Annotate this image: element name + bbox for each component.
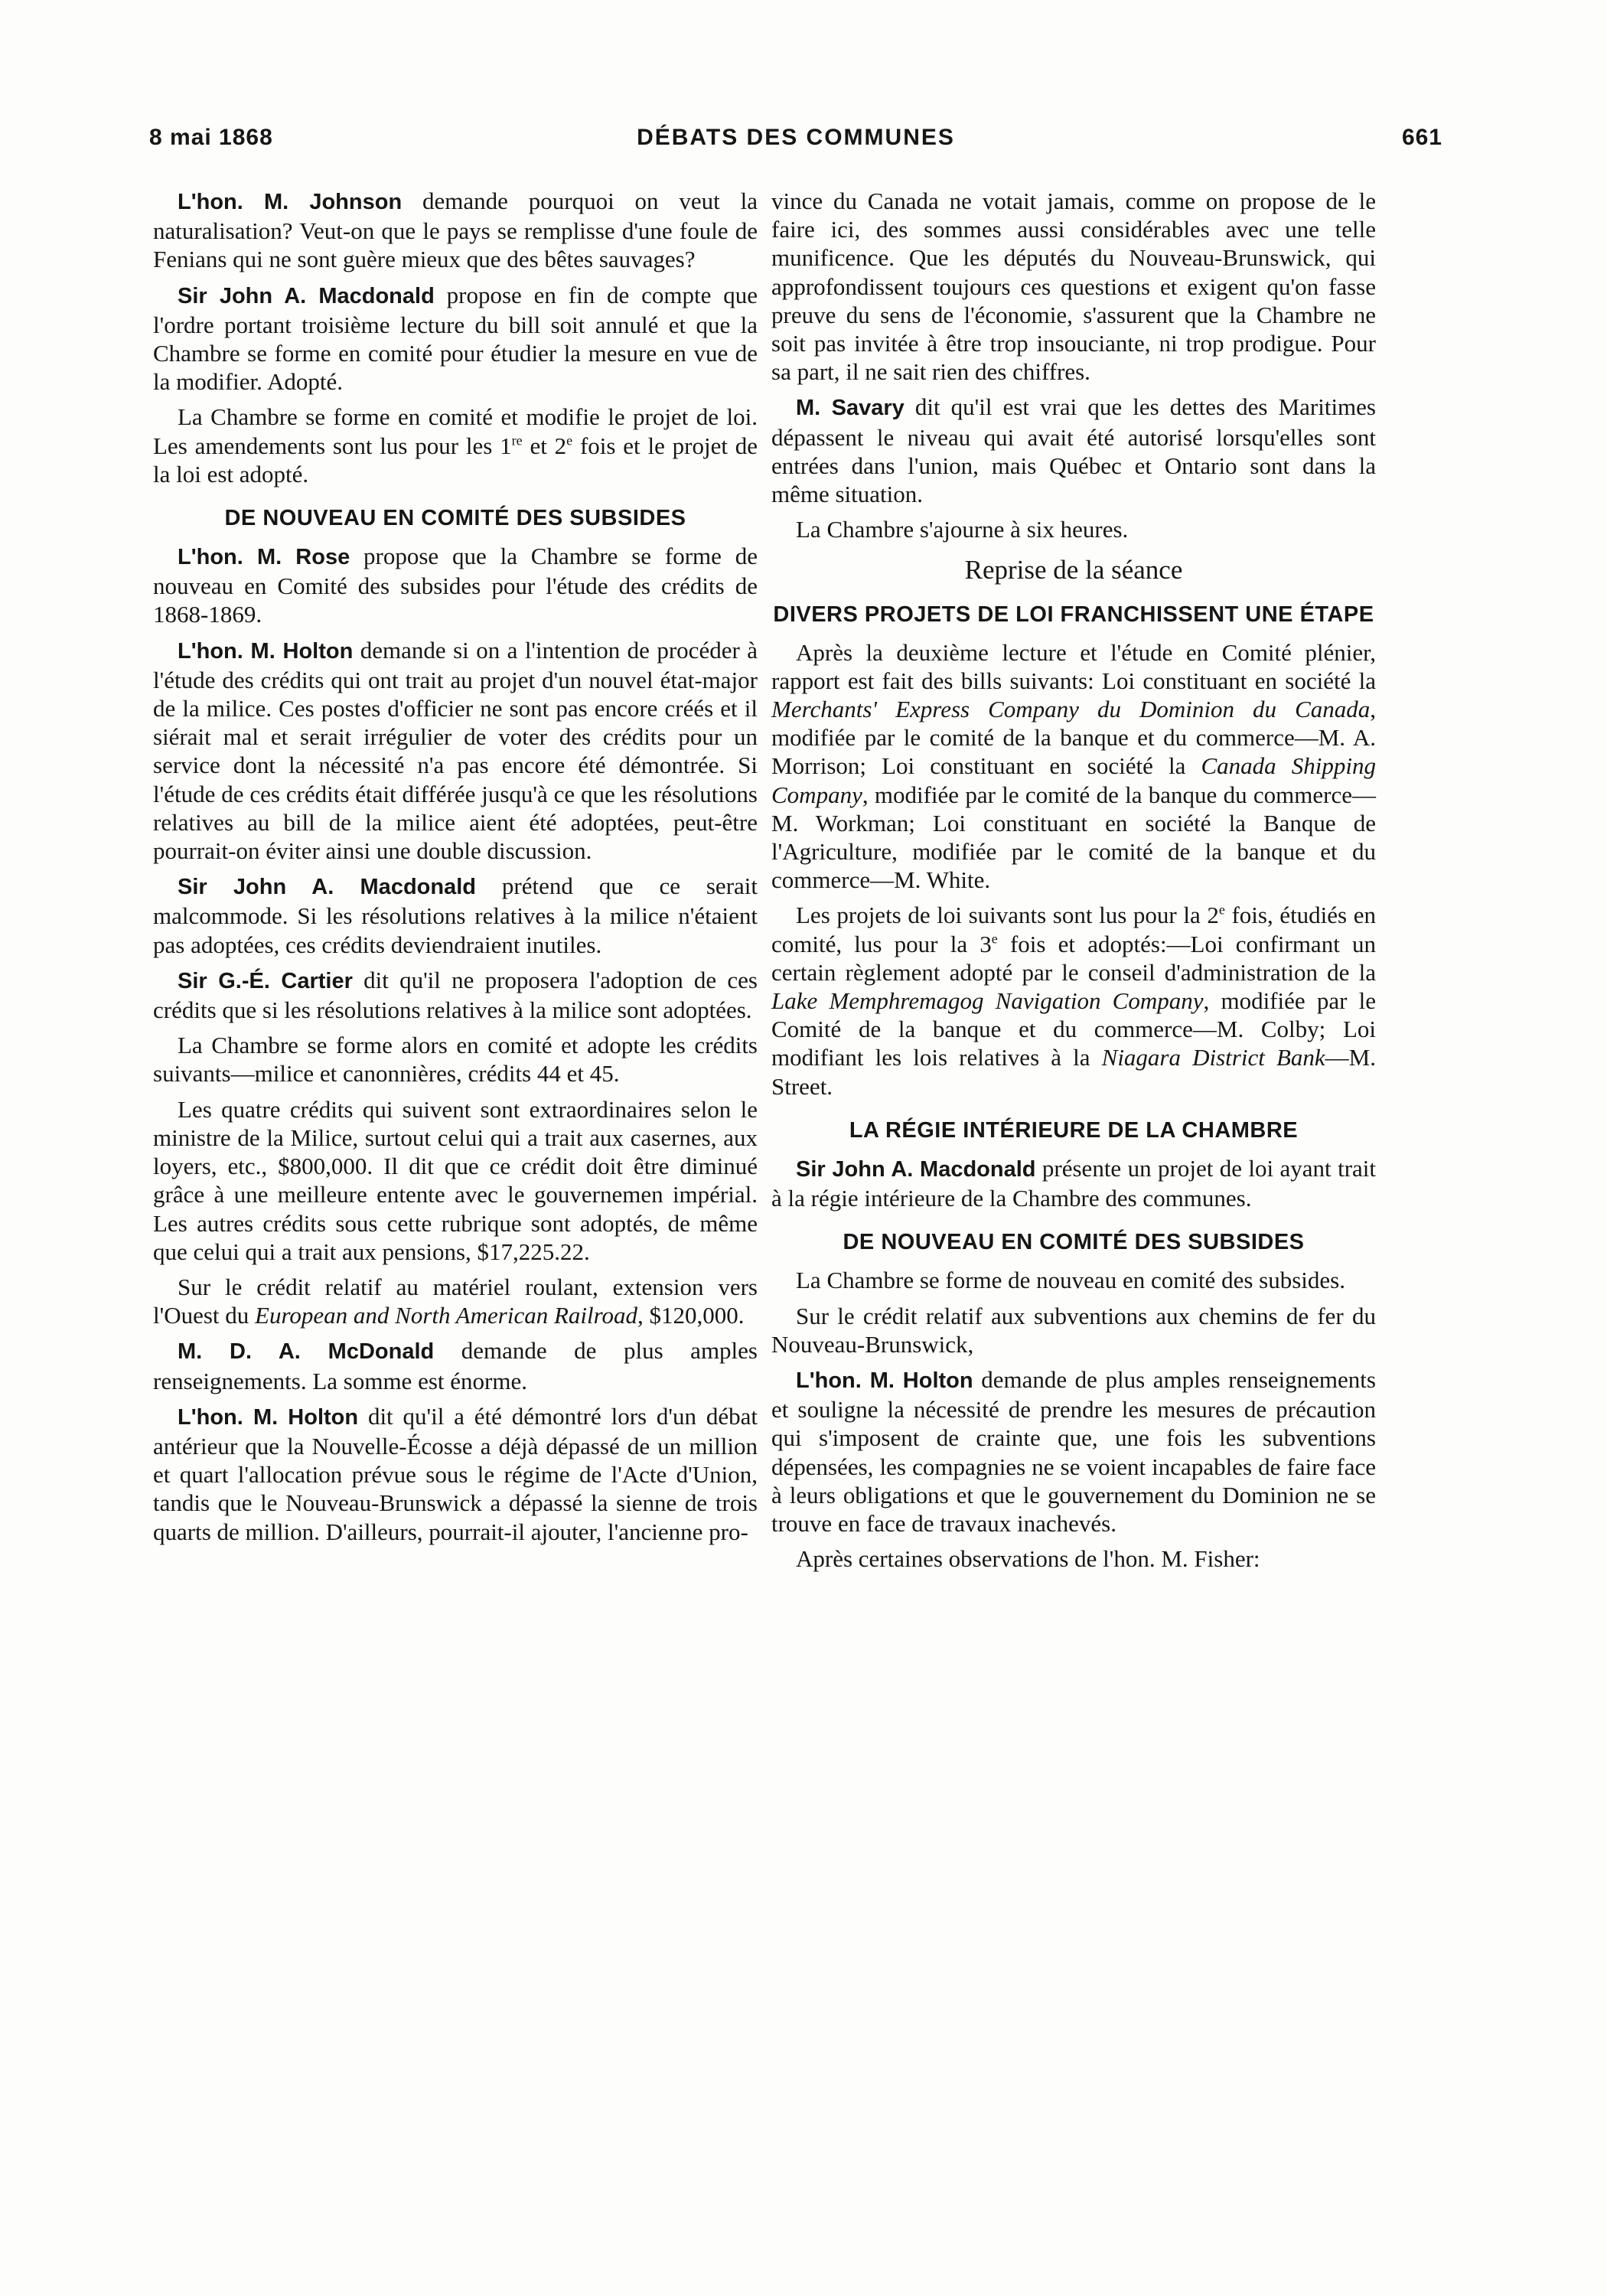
italic-name: Merchants' Express Company du Dominion du Canada [771, 696, 1371, 723]
speaker-name: L'hon. M. Johnson [178, 190, 403, 214]
running-header [149, 125, 1442, 158]
italic-name: Niagara District Bank [1101, 1044, 1325, 1071]
paragraph-text: demande si on a l'intention de procéder à l'étude des crédits qui ont trait au projet d'un nouvel état-major de la milice. Ces postes d'officier ne sont pas encore créés et il siérait mal et serait irrégulier de voter des crédits pour un service dont la nécessité n'a pas encore été démontrée. Si l'étude de ces crédits était différée jusqu'à ce que les résolutions relatives au bill de la milice aient été adoptées, peut-être pourrait-on éviter ainsi une double discussion. [153, 636, 758, 865]
paragraph-text: fois, étudiés en comité, lus pour la 3 [771, 902, 1376, 957]
paragraph-text: , $120,000. [637, 1302, 745, 1329]
paragraph-text: , modifiée par le comité de la banque du commerce—M. Workman; Loi constituant en société la Banque de l'Agriculture, modifiée par le comité de la banque et du commerce—M. White. [771, 781, 1376, 894]
paragraph-text: et 2 [522, 432, 567, 459]
section-heading: LA RÉGIE INTÉRIEURE DE LA CHAMBRE [849, 1117, 1299, 1143]
paragraph-text: dit qu'il a été démontré lors d'un débat antérieur que la Nouvelle-Écosse a déjà dépassé de un million et quart l'allocation prévue sous le régime de l'Acte d'Union, tandis que le Nouveau-Brunswick a dépassé la sienne de trois quarts de million. D'ailleurs, pourrait-il ajouter, l'ancienne pro- [153, 1402, 758, 1545]
italic-name: Lake Memphremagog Navigation Company [771, 987, 1204, 1015]
paragraph-text: fois et le projet de la loi est adopté. [153, 432, 758, 488]
paragraph-text: prétend que ce serait malcommode. Si les résolutions relatives à la milice n'étaient pas adoptées, ces crédits deviendraient inutiles. [153, 872, 758, 958]
paragraph [153, 281, 758, 396]
section-heading: DIVERS PROJETS DE LOI FRANCHISSENT UNE ÉTAPE [773, 602, 1374, 627]
paragraph [153, 636, 758, 866]
session-subheading: Reprise de la séance [964, 555, 1183, 585]
paragraph-text: dit qu'il est vrai que les dettes des Maritimes dépassent le niveau qui avait été autorisé lorsqu'elles sont entrées dans l'union, mais Québec et Ontario sont dans la même situation. [771, 393, 1376, 508]
paragraph-text: Après la deuxième lecture et l'étude en Comité plénier, rapport est fait des bills suivants: Loi constituant en société la [771, 638, 1376, 694]
paragraph [153, 1273, 758, 1329]
italic-name: Canada Shipping Company [771, 752, 1377, 808]
paragraph-text: Sur le crédit relatif au matériel roulant, extension vers l'Ouest du [153, 1273, 758, 1329]
paragraph-text: , modifiée par le Comité de la banque et du commerce—M. Colby; Loi modifiant les lois relatives à la [771, 987, 1376, 1071]
paragraph-text: demande de plus amples renseignements et souligne la nécessité de prendre les mesures de précaution qui s'imposent de crainte que, une fois les subventions dépensées, les compagnies ne se voient incapables de faire face à leurs obligations et que le gouvernement du Dominion ne se trouve en face de travaux inachevés. [771, 1365, 1376, 1537]
speaker-name: Sir John A. Macdonald [178, 875, 476, 900]
paragraph: La Chambre se forme alors en comité et adopte les crédits suivants—milice et canonnières, crédits 44 et 45. [153, 1032, 758, 1088]
paragraph: La Chambre s'ajourne à six heures. [796, 516, 1129, 543]
paragraph: La Chambre se forme de nouveau en comité des subsides. [796, 1267, 1345, 1294]
paragraph: vince du Canada ne votait jamais, comme on propose de le faire ici, des sommes aussi considérables avec une telle munificence. Que les députés du Nouveau-Brunswick, qui approfondissent toujours ces questions et exigent qu'on fasse preuve du sens de l'économie, s'assurent que la Chambre ne soit pas invitée à être trop insouciante, ni trop prodigue. Pour sa part, il ne sait rien des chiffres. [771, 188, 1376, 386]
speaker-name: M. D. A. McDonald [178, 1339, 435, 1365]
superscript: e [566, 432, 573, 448]
italic-name: European and North American Railroad [255, 1302, 638, 1329]
header-title: DÉBATS DES COMMUNES [637, 125, 955, 150]
speaker-name: L'hon. M. Holton [178, 1404, 359, 1430]
speaker-name: Sir John A. Macdonald [178, 283, 435, 308]
paragraph-text: propose que la Chambre se forme de nouveau en Comité des subsides pour l'étude des crédits de 1868-1869. [153, 543, 758, 628]
superscript: re [511, 432, 523, 448]
header-date: 8 mai 1868 [149, 125, 273, 150]
paragraph [153, 966, 758, 1024]
paragraph-text: dit qu'il ne proposera l'adoption de ces crédits que si les résolutions relatives à la milice sont adoptées. [153, 966, 758, 1024]
section-heading: DE NOUVEAU EN COMITÉ DES SUBSIDES [224, 506, 686, 531]
paragraph-text: propose en fin de compte que l'ordre portant troisième lecture du bill soit annulé et que la Chambre se forme en comité pour étudier la mesure en vue de la modifier. Adopté. [153, 281, 758, 396]
paragraph [771, 1365, 1376, 1538]
section-heading: DE NOUVEAU EN COMITÉ DES SUBSIDES [843, 1230, 1305, 1255]
speaker-name: Sir John A. Macdonald [796, 1156, 1036, 1182]
left-column [153, 187, 758, 1553]
paragraph [153, 542, 758, 629]
superscript: e [1218, 902, 1225, 918]
right-column [771, 187, 1376, 1580]
paragraph [153, 1402, 758, 1546]
paragraph-text: , modifiée par le comité de la banque et du commerce—M. A. Morrison; Loi constituant en société la [771, 696, 1376, 780]
paragraph: Les quatre crédits qui suivent sont extraordinaires selon le ministre de la Milice, surtout celui qui a trait aux casernes, aux loyers, etc., $800,000. Il dit que ce crédit doit être diminué grâce à une meilleure entente avec le gouvernemen impérial. Les autres crédits sous cette rubrique sont adoptés, de même que celui qui a trait aux pensions, $17,225.22. [153, 1095, 758, 1265]
page-number: 661 [1401, 125, 1442, 150]
paragraph [771, 393, 1376, 508]
paragraph-text: demande pourquoi on veut la naturalisation? Veut-on que le pays se remplisse d'une foule de Fenians qui ne sont guère mieux que des bêtes sauvages? [153, 188, 758, 273]
paragraph [153, 187, 758, 274]
paragraph-text: demande de plus amples renseignements. La somme est énorme. [153, 1337, 758, 1394]
paragraph [771, 638, 1376, 895]
paragraph-text: Les projets de loi suivants sont lus pour la 2 [796, 902, 1219, 929]
paragraph [771, 1154, 1376, 1212]
paragraph-text: fois et adoptés:—Loi confirmant un certain règlement adopté par le conseil d'administration de la [771, 930, 1377, 986]
paragraph-text: présente un projet de loi ayant trait à la régie intérieure de la Chambre des communes. [771, 1154, 1376, 1212]
superscript: e [991, 931, 998, 947]
paragraph [153, 1336, 758, 1394]
paragraph [153, 872, 758, 959]
speaker-name: L'hon. M. Rose [178, 545, 350, 570]
speaker-name: L'hon. M. Holton [178, 638, 354, 664]
paragraph [153, 403, 758, 488]
speaker-name: M. Savary [796, 396, 905, 421]
paragraph: Après certaines observations de l'hon. M. Fisher: [796, 1545, 1260, 1573]
speaker-name: Sir G.-É. Cartier [178, 968, 353, 993]
speaker-name: L'hon. M. Holton [796, 1368, 973, 1393]
paragraph [771, 901, 1376, 1100]
paragraph-text: La Chambre se forme en comité et modifie le projet de loi. Les amendements sont lus pour les 1 [153, 403, 758, 459]
paragraph-text: —M. Street. [771, 1044, 1376, 1100]
paragraph: Sur le crédit relatif aux subventions aux chemins de fer du Nouveau-Brunswick, [771, 1302, 1376, 1358]
